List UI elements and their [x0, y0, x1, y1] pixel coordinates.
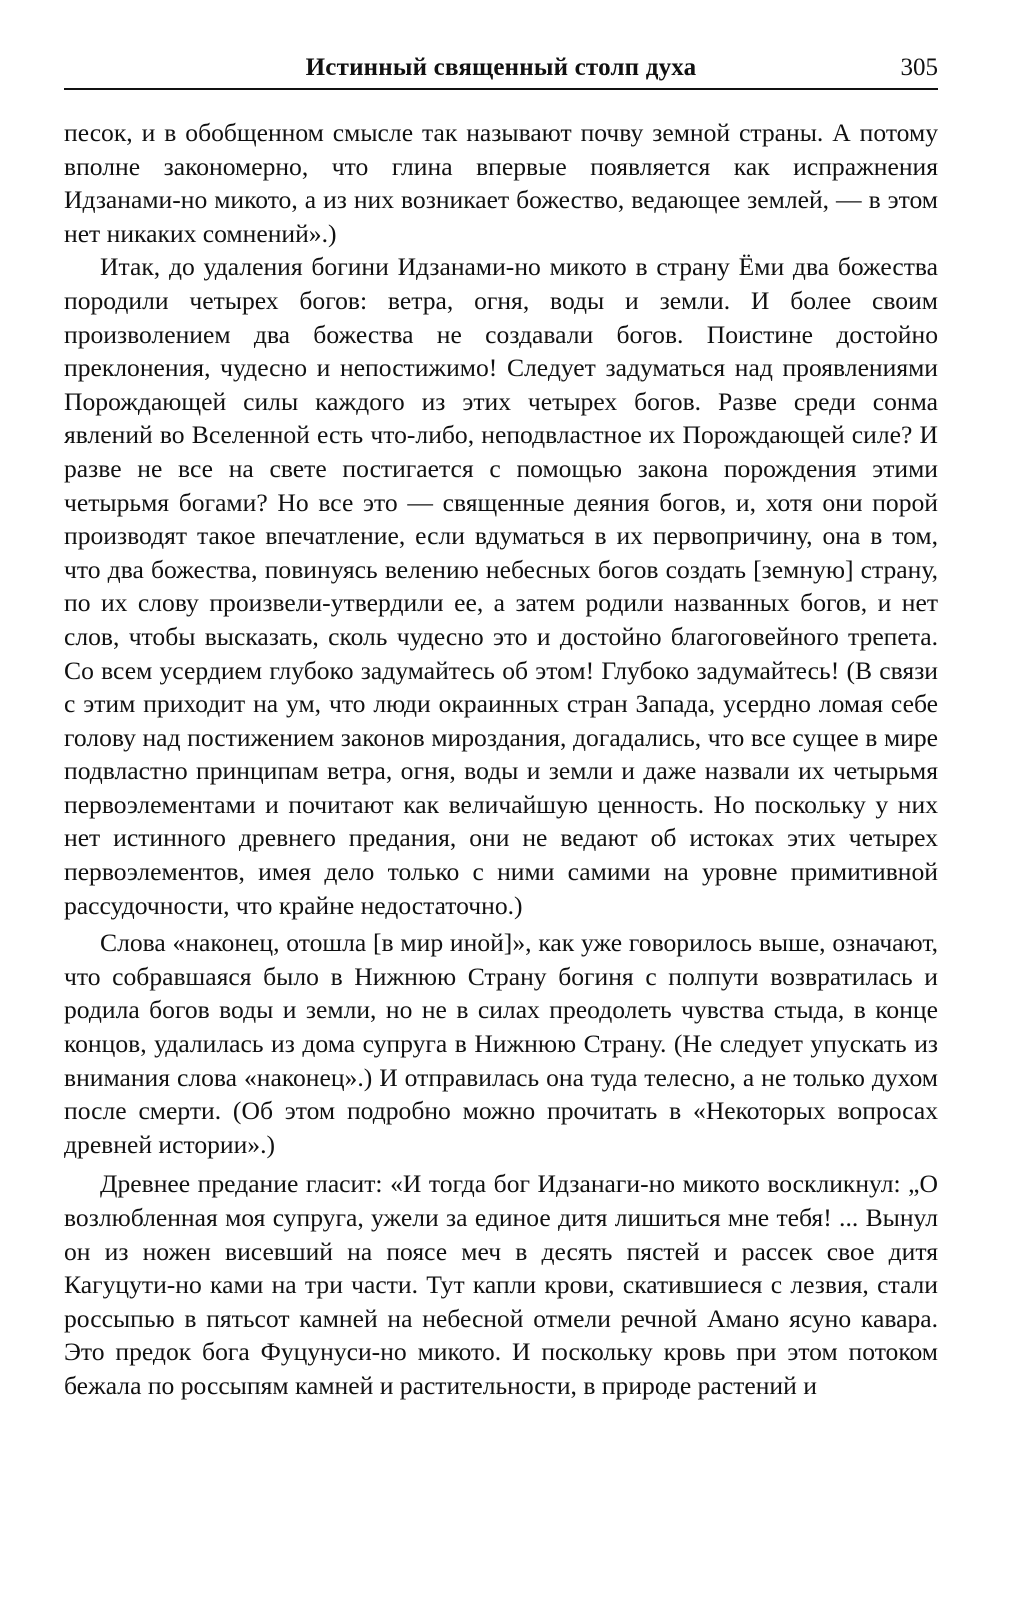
paragraph: Древнее предание гласит: «И тогда бог Идзанаги-но микото воскликнул: „О возлюбленная моя супруга, ужели за единое дитя лишиться мне тебя! ... Вынул он из ножен висевший на поясе меч в десять пястей и рассек свое дитя Кагуцути-но ками на три части. Тут капли крови, скатившиеся с лезвия, стали россыпью в пятьсот камней на небесной отмели речной Амано ясуно кавара. Это предок бога Фуцунуси-но микото. И поскольку кровь при этом потоком бежала по россыпям камней и растительности, в природе растений и	[64, 1169, 938, 1400]
body-text	[64, 116, 938, 1403]
page-header	[64, 50, 938, 90]
header-rule	[64, 88, 938, 90]
book-page	[64, 50, 938, 1570]
paragraph: Слова «наконец, отошла [в мир иной]», как уже говорилось выше, означают, что собравшаяся было в Нижнюю Страну богиня с полпути возвратилась и родила богов воды и земли, но не в силах преодолеть чувства стыда, в конце концов, удалилась из дома супруга в Нижнюю Страну. (Не следует упускать из внимания слова «наконец».) И отправилась она туда телесно, а не только духом после смерти. (Об этом подробно можно прочитать в «Некоторых вопросах древней истории».)	[64, 928, 938, 1159]
running-title: Истинный священный столп духа	[305, 54, 697, 81]
page-number: 305	[900, 54, 938, 81]
paragraph: Итак, до удаления богини Идзанами-но микото в страну Ёми два божества породили четырех богов: ветра, огня, воды и земли. И более своим произволением два божества не создавали богов. Поистине достойно преклонения, чудесно и непостижимо! Следует задуматься над проявлениями Порождающей силы каждого из этих четырех богов. Разве среди сонма явлений во Вселенной есть что-либо, неподвластное их Порождающей силе? И разве не все на свете постигается с помощью закона порождения этими четырьмя богами? Но все это — священные деяния богов, и, хотя они порой производят такое впечатление, если вдуматься в их первопричину, она в том, что два божества, повинуясь велению небесных богов создать [земную] страну, по их слову произвели-утвердили ее, а затем родили названных богов, и нет слов, чтобы высказать, сколь чудесно это и достойно благоговейного трепета. Со всем усердием глубоко задумайтесь об этом! Глубоко задумайтесь! (В связи с этим приходит на ум, что люди окраинных стран Запада, усердно ломая себе голову над постижением законов мироздания, догадались, что все сущее в мире подвластно принципам ветра, огня, воды и земли и даже назвали их четырьмя первоэлементами и почитают как величайшую ценность. Но поскольку у них нет истинного древнего предания, они не ведают об истоках этих четырех первоэлементов, имея дело только с ними самими на уровне примитивной рассудочности, что крайне недостаточно.)	[64, 252, 938, 920]
paragraph: песок, и в обобщенном смысле так называют почву земной страны. А потому вполне закономерно, что глина впервые появляется как испражнения Идзанами-но микото, а из них возникает божество, ведающее землей, — в этом нет никаких сомнений».)	[64, 118, 938, 248]
